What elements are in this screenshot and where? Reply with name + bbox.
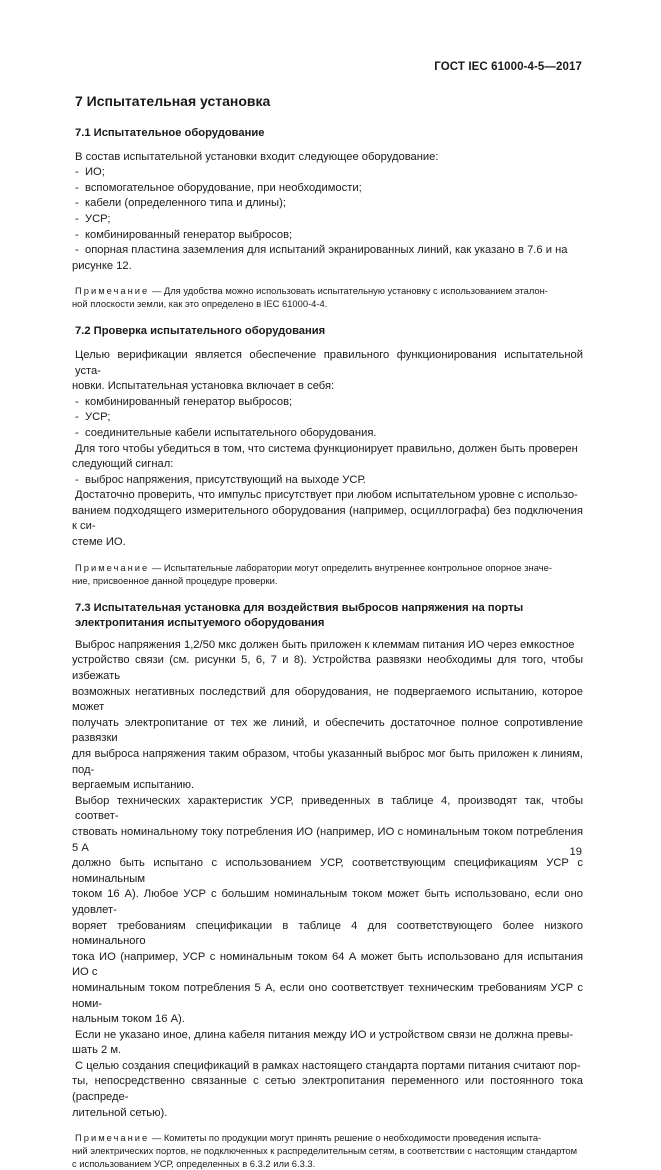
subsection-7-2-title: 7.2 Проверка испытательного оборудования <box>75 325 326 338</box>
s72-paragraph-2-line-1: Для того чтобы убедиться в том, что система функционирует правильно, должен быть проверен <box>75 442 578 455</box>
s73-paragraph-2: Выбор технических характеристик УСР, приведенных в таблице 4, производят так, чтобы соответ- ствовать номинальному току потребления ИО (например, ИО с номинальным током потребления 5 А должно быть испытано с использованием УСР, соответствующим спецификациям УСР с номинальным током 16 А). Любое УСР с большим номинальным током может быть использовано, если оно удовлет- воряет требованиям спецификации в таблице 4 для соответствующего более низкого номинального тока ИО (например, УСР с номинальным током 64 А может быть использовано для испытания ИО с номинальным током потребления 5 А, если оно соответствует техническим требованиям УСР с номи- нальным током 16 А). <box>72 794 583 1026</box>
list-item: - комбинированный генератор выбросов; <box>75 395 293 408</box>
s71-equipment-list <box>75 165 583 259</box>
section-7-title: 7 Испытательная установка <box>75 93 271 109</box>
s72-signal-list <box>75 473 583 489</box>
s72-paragraph-3-line-2: ванием подходящего измерительного оборудования (например, осциллографа) без подключения к си- <box>72 504 583 533</box>
s73-paragraph-1: Выброс напряжения 1,2/50 мкс должен быть приложен к клеммам питания ИО через емкостное устройство связи (см. рисунки 5, 6, 7 и 8). Устройства развязки необходимы для того, чтобы избежать возможных негативных последствий для оборудования, не подвергаемого испытанию, которое может получать электропитание от тех же линий, и обеспечить достаточное полное сопротивление развязки для выброса напряжения таким образом, чтобы указанный выброс мог быть приложен к линиям, под- вергаемым испытанию. <box>72 638 583 792</box>
list-item: - кабели (определенного типа и длины); <box>75 197 286 210</box>
list-item: - комбинированный генератор выбросов; <box>75 228 293 241</box>
list-item: - ИО; <box>75 166 105 179</box>
s73-paragraph-3: Если не указано иное, длина кабеля питания между ИО и устройством связи не должна превы- шать 2 м. <box>72 1028 574 1057</box>
s72-paragraph-2-line-2: следующий сигнал: <box>72 458 174 471</box>
page-number: 19 <box>569 846 582 858</box>
s73-paragraph-4: С целью создания спецификаций в рамках настоящего стандарта портами питания считают пор- ты, непосредственно связанные с сетью электропитания переменного или постоянного тока (распреде- лительной сетью). <box>72 1059 583 1119</box>
standard-header: ГОСТ IEC 61000-4-5—2017 <box>434 61 582 73</box>
s72-paragraph-3-line-1: Достаточно проверить, что импульс присутствует при любом испытательном уровне с использо- <box>75 489 578 502</box>
s72-setup-list <box>75 395 583 442</box>
s71-list-continuation: рисунке 12. <box>72 259 132 272</box>
list-item: - соединительные кабели испытательного оборудования. <box>75 426 377 439</box>
list-item: - УСР; <box>75 411 111 424</box>
note-label: Примечание <box>75 1132 150 1144</box>
subsection-7-1-title: 7.1 Испытательное оборудование <box>75 127 265 139</box>
s72-paragraph-1-line-1: Целью верификации является обеспечение правильного функционирования испытательной уста- <box>75 348 583 377</box>
list-item: - опорная пластина заземления для испытаний экранированных линий, как указано в 7.6 и на <box>75 244 568 257</box>
list-item: - вспомогательное оборудование, при необходимости; <box>75 181 362 194</box>
list-item: - выброс напряжения, присутствующий на выходе УСР. <box>75 473 366 486</box>
note-label: Примечание <box>75 285 150 297</box>
s72-paragraph-3-line-3: стеме ИО. <box>72 536 126 549</box>
s71-intro: В состав испытательной установки входит следующее оборудование: <box>75 150 439 163</box>
list-item: - УСР; <box>75 212 111 225</box>
s72-paragraph-1-line-2: новки. Испытательная установка включает в себя: <box>72 380 335 393</box>
s71-note: Примечание — Для удобства можно использовать испытательную установку с использованием эталон- ной плоскости земли, как это определено в IEC 61000-4-4. <box>72 285 548 310</box>
s72-note: Примечание — Испытательные лаборатории могут определить внутреннее контрольное опорное значе- ние, присвоенное данной процедуре проверки. <box>72 561 552 586</box>
page-content <box>72 92 583 1170</box>
note-label: Примечание <box>75 561 150 573</box>
subsection-7-3-title: 7.3 Испытательная установка для воздействия выбросов напряжения на порты электропитания испытуемого оборудования <box>75 601 524 630</box>
s73-note: Примечание — Комитеты по продукции могут принять решение о необходимости проведения испыта- ний электрических портов, не подключенных к распределительным сетям, в соответствии с настоящим стандартом с использованием УСР, определенных в 6.3.2 или 6.3.3. <box>72 1132 578 1170</box>
